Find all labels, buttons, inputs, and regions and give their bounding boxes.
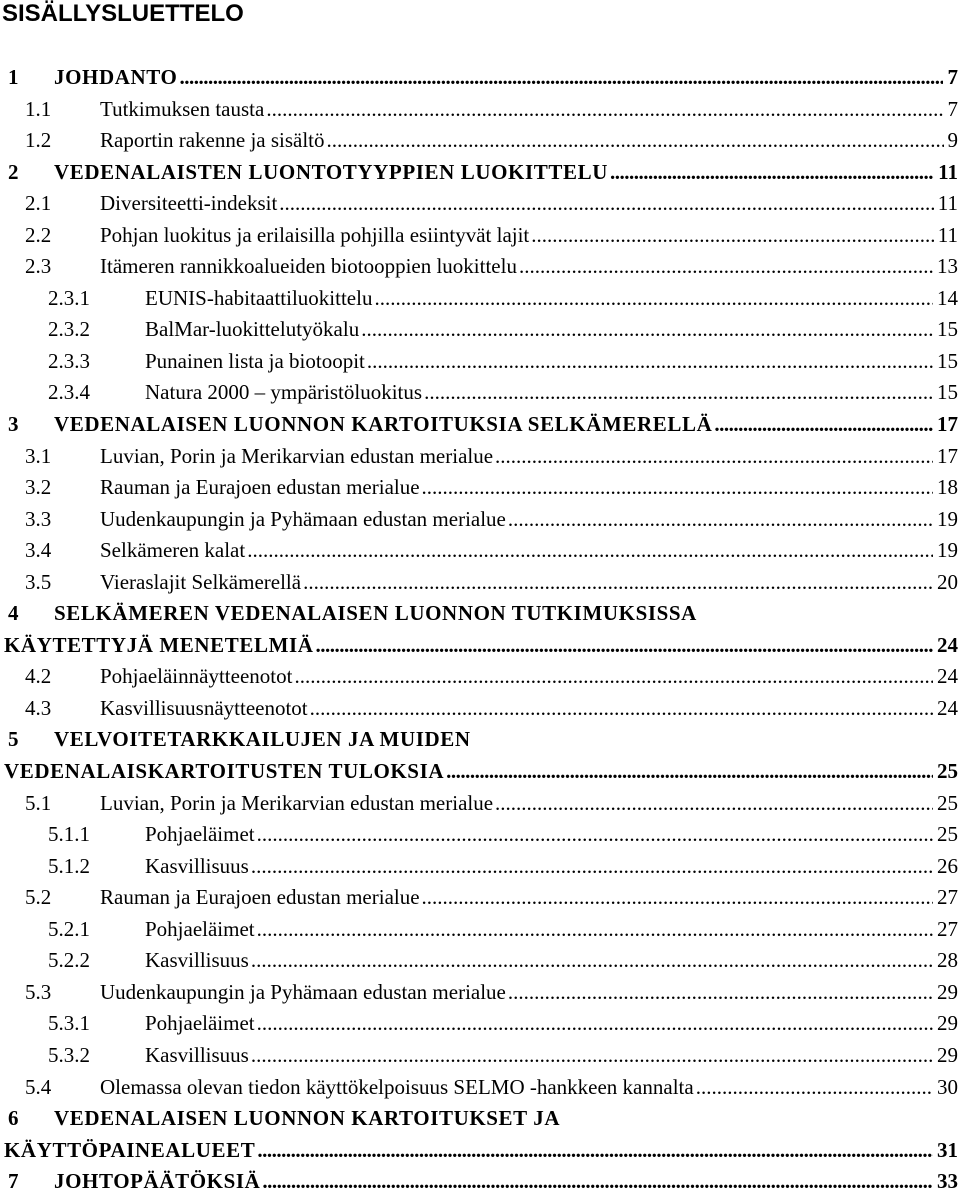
toc-entry-page-number: 30 bbox=[937, 1074, 958, 1099]
toc-entry[interactable] bbox=[0, 188, 958, 220]
toc-entry-title: Pohjan luokitus ja erilaisilla pohjilla esiintyvät lajit bbox=[100, 222, 530, 247]
toc-dot-leader bbox=[374, 283, 933, 315]
toc-entry-title: VEDENALAISTEN LUONTOTYYPPIEN LUOKITTELU bbox=[54, 159, 608, 184]
toc-entry-title-continued: KÄYTETTYJÄ MENETELMIÄ bbox=[4, 632, 314, 657]
toc-dot-leader bbox=[179, 62, 943, 94]
toc-entry-page-number: 26 bbox=[937, 853, 958, 878]
toc-dot-leader bbox=[262, 1166, 933, 1198]
toc-entry[interactable] bbox=[0, 1040, 958, 1072]
toc-entry-page-number: 25 bbox=[937, 822, 958, 847]
toc-entry-number: 4 bbox=[8, 601, 19, 626]
toc-entry[interactable] bbox=[0, 914, 958, 946]
toc-entry-number: 5.3 bbox=[25, 979, 52, 1004]
toc-entry-number: 3.4 bbox=[25, 538, 52, 563]
toc-entry-page-number: 24 bbox=[937, 632, 958, 657]
toc-entry-title-continued: VEDENALAISKARTOITUSTEN TULOKSIA bbox=[4, 759, 445, 784]
toc-entry-number: 1.2 bbox=[25, 128, 52, 153]
table-of-contents bbox=[0, 62, 958, 1198]
toc-entry[interactable] bbox=[0, 377, 958, 409]
toc-entry-page-number: 24 bbox=[937, 695, 958, 720]
toc-entry[interactable] bbox=[0, 504, 958, 536]
toc-dot-leader bbox=[696, 1072, 933, 1104]
toc-entry[interactable] bbox=[0, 882, 958, 914]
toc-entry-page-number: 31 bbox=[937, 1137, 958, 1162]
toc-entry[interactable] bbox=[0, 567, 958, 599]
toc-dot-leader bbox=[495, 788, 933, 820]
toc-entry-title: EUNIS-habitaattiluokittelu bbox=[145, 285, 373, 310]
toc-entry[interactable] bbox=[0, 346, 958, 378]
toc-entry-page-number: 27 bbox=[937, 916, 958, 941]
toc-dot-leader bbox=[257, 1008, 933, 1040]
toc-entry-title: Vieraslajit Selkämerellä bbox=[100, 569, 302, 594]
toc-entry-number: 1.1 bbox=[25, 96, 52, 121]
toc-entry-title: Punainen lista ja biotoopit bbox=[145, 348, 365, 373]
toc-dot-leader bbox=[257, 1135, 933, 1167]
toc-entry-page-number: 9 bbox=[947, 128, 958, 153]
toc-entry-title: JOHTOPÄÄTÖKSIÄ bbox=[54, 1169, 261, 1194]
toc-entry-title: Natura 2000 – ympäristöluokitus bbox=[145, 380, 423, 405]
toc-entry-title: Kasvillisuus bbox=[145, 1042, 249, 1067]
toc-entry[interactable] bbox=[0, 945, 958, 977]
toc-entry-page-number: 15 bbox=[937, 317, 958, 342]
toc-dot-leader bbox=[316, 630, 933, 662]
toc-entry-page-number: 24 bbox=[937, 664, 958, 689]
toc-entry-page-number: 11 bbox=[937, 222, 958, 247]
toc-entry[interactable] bbox=[0, 851, 958, 883]
toc-entry-page-number: 13 bbox=[937, 254, 958, 279]
toc-entry-number: 2.2 bbox=[25, 222, 52, 247]
toc-entry-title: Uudenkaupungin ja Pyhämaan edustan merialue bbox=[100, 506, 506, 531]
toc-entry-page-number: 25 bbox=[937, 759, 958, 784]
toc-dot-leader bbox=[303, 567, 933, 599]
toc-entry-title: Tutkimuksen tausta bbox=[100, 96, 265, 121]
toc-dot-leader bbox=[310, 693, 933, 725]
toc-entry-number: 3.2 bbox=[25, 475, 52, 500]
toc-dot-leader bbox=[508, 504, 933, 536]
toc-entry-number: 2.3.4 bbox=[48, 380, 90, 405]
toc-dot-leader bbox=[422, 882, 933, 914]
toc-entry[interactable] bbox=[0, 661, 958, 693]
toc-entry[interactable] bbox=[0, 1072, 958, 1104]
toc-entry-title: Raportin rakenne ja sisältö bbox=[100, 128, 325, 153]
toc-entry-title: Kasvillisuus bbox=[145, 948, 249, 973]
toc-dot-leader bbox=[422, 472, 933, 504]
toc-entry[interactable] bbox=[0, 819, 958, 851]
toc-entry-title: Uudenkaupungin ja Pyhämaan edustan merialue bbox=[100, 979, 506, 1004]
toc-entry-title: VELVOITETARKKAILUJEN JA MUIDEN bbox=[54, 727, 471, 752]
toc-entry-number: 5.1 bbox=[25, 790, 52, 815]
toc-entry[interactable] bbox=[0, 788, 958, 820]
toc-entry[interactable] bbox=[0, 472, 958, 504]
toc-dot-leader bbox=[714, 409, 933, 441]
toc-dot-leader bbox=[247, 535, 933, 567]
toc-entry-number: 5.2.1 bbox=[48, 916, 90, 941]
toc-entry-page-number: 11 bbox=[938, 159, 958, 184]
toc-entry-number: 5.2.2 bbox=[48, 948, 90, 973]
toc-entry-number: 2.1 bbox=[25, 191, 52, 216]
toc-entry-title: Luvian, Porin ja Merikarvian edustan merialue bbox=[100, 790, 494, 815]
toc-entry-title: Rauman ja Eurajoen edustan merialue bbox=[100, 475, 420, 500]
toc-dot-leader bbox=[251, 851, 933, 883]
toc-entry-number: 2 bbox=[8, 159, 19, 184]
toc-dot-leader bbox=[257, 914, 933, 946]
toc-entry-number: 3.3 bbox=[25, 506, 52, 531]
toc-dot-leader bbox=[327, 125, 944, 157]
toc-dot-leader bbox=[531, 220, 933, 252]
toc-entry-page-number: 27 bbox=[937, 885, 958, 910]
toc-entry-title-continued: KÄYTTÖPAINEALUEET bbox=[4, 1137, 256, 1162]
toc-entry-number: 2.3.1 bbox=[48, 285, 90, 310]
toc-dot-leader bbox=[361, 314, 933, 346]
toc-dot-leader bbox=[446, 756, 933, 788]
toc-entry-number: 3 bbox=[8, 412, 19, 437]
toc-entry-title: Pohjaeläinnäytteenotot bbox=[100, 664, 293, 689]
toc-entry-page-number: 14 bbox=[937, 285, 958, 310]
toc-entry[interactable] bbox=[0, 535, 958, 567]
toc-entry-number: 3.1 bbox=[25, 443, 52, 468]
toc-dot-leader bbox=[508, 977, 933, 1009]
toc-dot-leader bbox=[251, 945, 933, 977]
toc-entry-page-number: 18 bbox=[937, 475, 958, 500]
toc-entry-page-number: 19 bbox=[937, 538, 958, 563]
toc-entry-page-number: 20 bbox=[937, 569, 958, 594]
toc-entry[interactable] bbox=[0, 283, 958, 315]
toc-entry[interactable] bbox=[0, 1103, 958, 1166]
toc-entry-page-number: 33 bbox=[937, 1169, 958, 1194]
toc-entry[interactable] bbox=[0, 62, 958, 94]
toc-entry[interactable] bbox=[0, 251, 958, 283]
toc-dot-leader bbox=[294, 661, 933, 693]
toc-entry-page-number: 28 bbox=[937, 948, 958, 973]
toc-entry[interactable] bbox=[0, 693, 958, 725]
toc-entry-page-number: 17 bbox=[937, 412, 958, 437]
toc-entry[interactable] bbox=[0, 441, 958, 473]
toc-entry-number: 7 bbox=[8, 1169, 19, 1194]
toc-entry-title: Pohjaeläimet bbox=[145, 916, 255, 941]
toc-entry-title: Pohjaeläimet bbox=[145, 1011, 255, 1036]
toc-entry-page-number: 17 bbox=[937, 443, 958, 468]
toc-entry-page-number: 19 bbox=[937, 506, 958, 531]
toc-entry-title: Luvian, Porin ja Merikarvian edustan merialue bbox=[100, 443, 494, 468]
toc-dot-leader bbox=[610, 157, 934, 189]
toc-dot-leader bbox=[519, 251, 933, 283]
toc-entry-number: 3.5 bbox=[25, 569, 52, 594]
toc-entry-title: SELKÄMEREN VEDENALAISEN LUONNON TUTKIMUKSISSA bbox=[54, 601, 697, 626]
toc-entry-number: 5.3.1 bbox=[48, 1011, 90, 1036]
toc-entry-number: 5.1.2 bbox=[48, 853, 90, 878]
toc-entry[interactable] bbox=[0, 157, 958, 189]
page-title: SISÄLLYSLUETTELO bbox=[2, 0, 244, 27]
toc-entry-number: 4.3 bbox=[25, 695, 52, 720]
toc-entry-page-number: 11 bbox=[937, 191, 958, 216]
toc-entry[interactable] bbox=[0, 977, 958, 1009]
toc-entry-title: Rauman ja Eurajoen edustan merialue bbox=[100, 885, 420, 910]
toc-dot-leader bbox=[251, 1040, 933, 1072]
toc-dot-leader bbox=[367, 346, 933, 378]
toc-entry-number: 5 bbox=[8, 727, 19, 752]
toc-entry[interactable] bbox=[0, 1166, 958, 1198]
toc-entry-number: 1 bbox=[8, 65, 19, 89]
toc-entry-number: 5.2 bbox=[25, 885, 52, 910]
toc-entry-title: JOHDANTO bbox=[54, 65, 178, 89]
toc-entry-number: 6 bbox=[8, 1106, 19, 1131]
toc-entry-number: 5.3.2 bbox=[48, 1042, 90, 1067]
toc-entry-title: Diversiteetti-indeksit bbox=[100, 191, 278, 216]
toc-dot-leader bbox=[266, 94, 943, 126]
toc-dot-leader bbox=[424, 377, 933, 409]
toc-entry[interactable] bbox=[0, 724, 958, 787]
toc-entry-number: 5.4 bbox=[25, 1074, 52, 1099]
toc-entry[interactable] bbox=[0, 125, 958, 157]
toc-entry-number: 4.2 bbox=[25, 664, 52, 689]
toc-entry-number: 2.3.3 bbox=[48, 348, 90, 373]
toc-dot-leader bbox=[495, 441, 933, 473]
toc-entry-page-number: 7 bbox=[947, 65, 958, 89]
toc-entry[interactable] bbox=[0, 94, 958, 126]
toc-entry-page-number: 29 bbox=[937, 1042, 958, 1067]
toc-entry-title: Kasvillisuus bbox=[145, 853, 249, 878]
toc-entry[interactable] bbox=[0, 1008, 958, 1040]
toc-entry-number: 2.3 bbox=[25, 254, 52, 279]
toc-entry[interactable] bbox=[0, 409, 958, 441]
toc-entry-number: 2.3.2 bbox=[48, 317, 90, 342]
toc-entry-page-number: 25 bbox=[937, 790, 958, 815]
toc-entry-page-number: 29 bbox=[937, 979, 958, 1004]
toc-dot-leader bbox=[279, 188, 933, 220]
toc-entry-number: 5.1.1 bbox=[48, 822, 90, 847]
toc-entry[interactable] bbox=[0, 314, 958, 346]
toc-entry[interactable] bbox=[0, 598, 958, 661]
toc-entry-title: Pohjaeläimet bbox=[145, 822, 255, 847]
toc-entry[interactable] bbox=[0, 220, 958, 252]
toc-entry-page-number: 15 bbox=[937, 348, 958, 373]
toc-entry-title: VEDENALAISEN LUONNON KARTOITUKSET JA bbox=[54, 1106, 561, 1131]
toc-entry-title: BalMar-luokittelutyökalu bbox=[145, 317, 360, 342]
toc-entry-title: Olemassa olevan tiedon käyttökelpoisuus SELMO -hankkeen kannalta bbox=[100, 1074, 694, 1099]
toc-entry-page-number: 15 bbox=[937, 380, 958, 405]
toc-entry-title: Kasvillisuusnäytteenotot bbox=[100, 695, 308, 720]
toc-entry-title: Itämeren rannikkoalueiden biotooppien luokittelu bbox=[100, 254, 517, 279]
toc-entry-page-number: 7 bbox=[947, 96, 958, 121]
toc-entry-page-number: 29 bbox=[937, 1011, 958, 1036]
toc-entry-title: Selkämeren kalat bbox=[100, 538, 246, 563]
toc-entry-title: VEDENALAISEN LUONNON KARTOITUKSIA SELKÄMERELLÄ bbox=[54, 412, 713, 437]
toc-dot-leader bbox=[257, 819, 933, 851]
